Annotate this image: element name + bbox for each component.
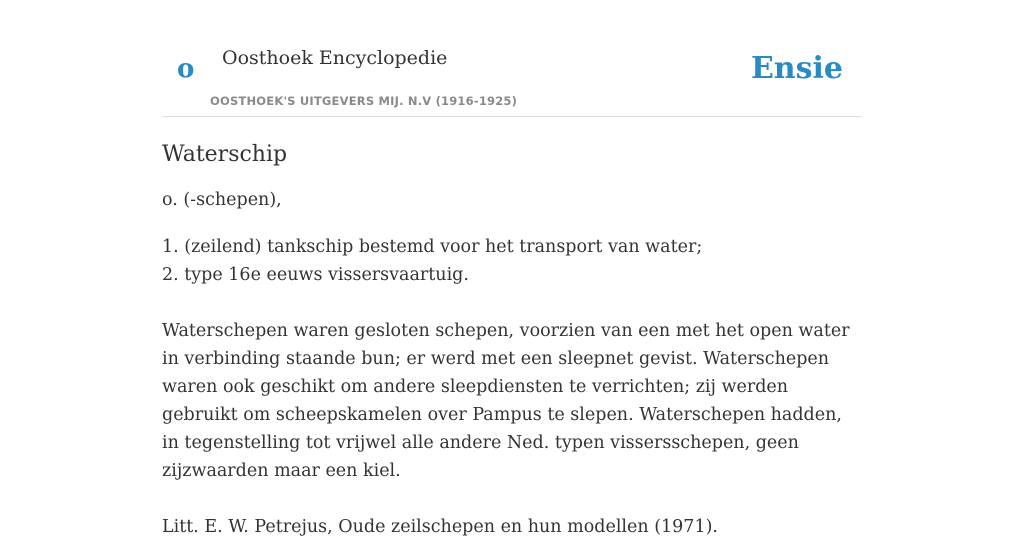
definitions-list <box>162 233 862 289</box>
site-title[interactable]: Oosthoek Encyclopedie <box>222 47 448 69</box>
entry-title: Waterschip <box>162 142 288 167</box>
entry-body-paragraph: Waterschepen waren gesloten schepen, voorzien van een met het open water in verbinding staande bun; er werd met een sleepnet gevist. Waterschepen waren ook geschikt om andere sleepdiensten te verrichten; zij werden gebruikt om scheepskamelen over Pampus te slepen. Waterschepen hadden, in tegenstelling tot vrijwel alle andere Ned. typen vissersschepen, geen zijzwaarden maar een kiel. <box>162 321 850 481</box>
entry-content <box>162 136 862 541</box>
definition-item: 2. type 16e eeuws vissersvaartuig. <box>162 265 469 285</box>
definition-item: 1. (zeilend) tankschip bestemd voor het transport van water; <box>162 237 703 257</box>
site-header <box>162 0 862 117</box>
ensie-brand-link[interactable]: Ensie <box>750 51 843 86</box>
literature-reference: Litt. E. W. Petrejus, Oude zeilschepen en hun modellen (1971). <box>162 517 718 537</box>
publisher-label: OOSTHOEK'S UITGEVERS MIJ. N.V (1916-1925) <box>210 94 518 108</box>
oosthoek-logo[interactable]: o <box>177 54 195 84</box>
grammar-info: o. (-schepen), <box>162 190 282 210</box>
